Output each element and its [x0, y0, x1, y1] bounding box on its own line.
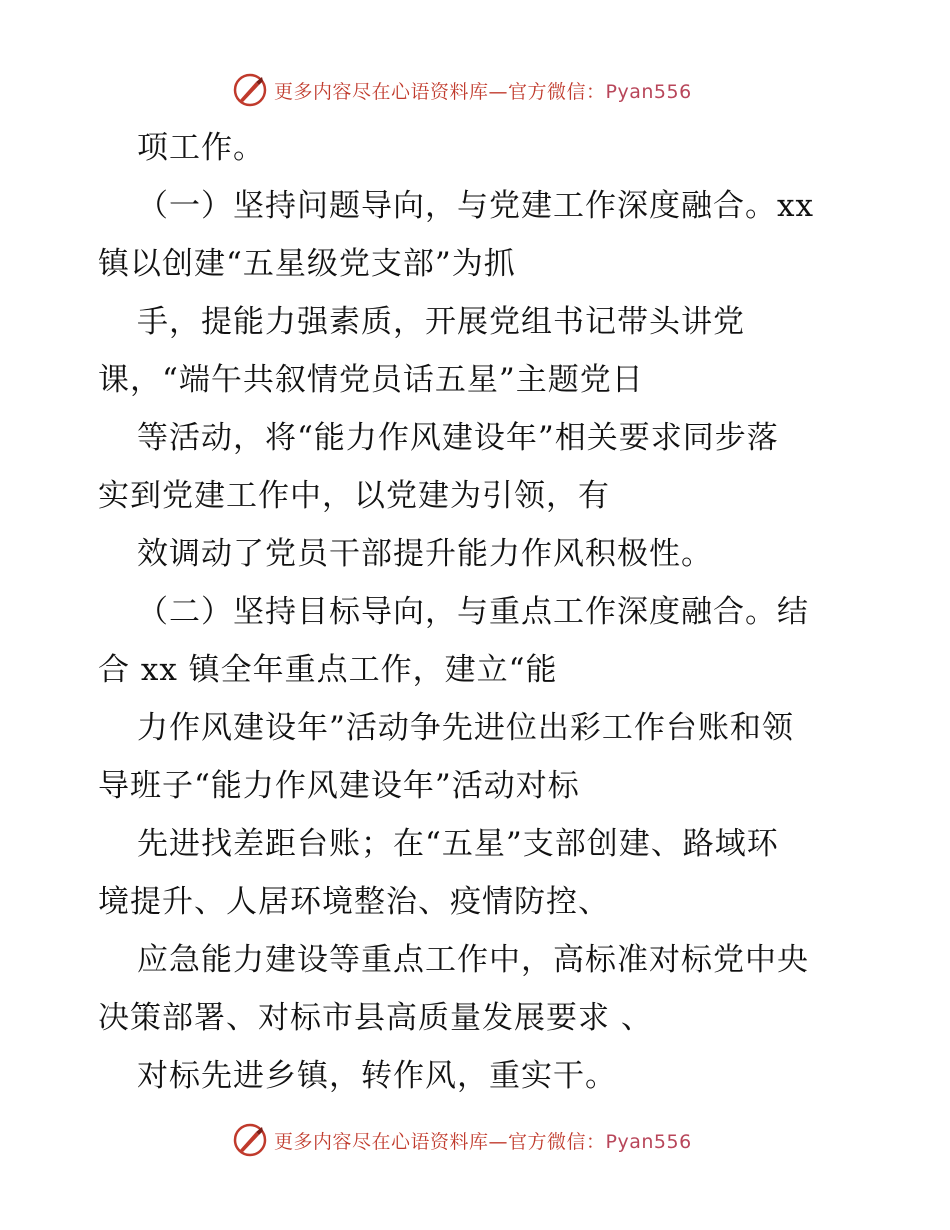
- body-line-15: 应急能力建设等重点工作中，高标准对标党中央: [137, 942, 809, 978]
- header-wechat-id: Pyan556: [605, 80, 692, 103]
- header-banner-text: 更多内容尽在心语资料库—官方微信：Pyan556: [274, 80, 692, 103]
- body-line-11: 力作风建设年”活动争先进位出彩工作台账和领: [137, 710, 794, 746]
- body-line-6: 等活动，将“能力作风建设年”相关要求同步落: [137, 420, 779, 456]
- footer-wechat-id: Pyan556: [605, 1130, 692, 1153]
- footer-watermark-banner: [232, 1120, 692, 1160]
- body-line-17: 对标先进乡镇，转作风，重实干。: [137, 1058, 617, 1094]
- body-line-5: 课，“端午共叙情党员话五星”主题党日: [98, 362, 644, 398]
- body-line-7: 实到党建工作中，以党建为引领，有: [98, 478, 610, 514]
- body-line-12: 导班子“能力作风建设年”活动对标: [98, 768, 580, 804]
- body-line-8: 效调动了党员干部提升能力作风积极性。: [137, 536, 713, 572]
- body-line-1: 项工作。: [137, 130, 265, 166]
- footer-banner-text: 更多内容尽在心语资料库—官方微信：Pyan556: [274, 1130, 692, 1153]
- body-line-13: 先进找差距台账；在“五星”支部创建、路域环: [137, 826, 779, 862]
- body-line-14: 境提升、人居环境整治、疫情防控、: [98, 884, 610, 920]
- quill-pen-logo-icon: [232, 1122, 268, 1158]
- body-line-3: 镇以创建“五星级党支部”为抓: [98, 246, 516, 282]
- body-line-9: （二）坚持目标导向，与重点工作深度融合。结: [137, 594, 809, 630]
- body-line-16: 决策部署、对标市县高质量发展要求 、: [98, 1000, 653, 1036]
- body-line-4: 手，提能力强素质，开展党组书记带头讲党: [137, 304, 745, 340]
- body-line-2: （一）坚持问题导向，与党建工作深度融合。xx: [137, 188, 814, 224]
- body-line-10: 合 xx 镇全年重点工作，建立“能: [98, 652, 558, 688]
